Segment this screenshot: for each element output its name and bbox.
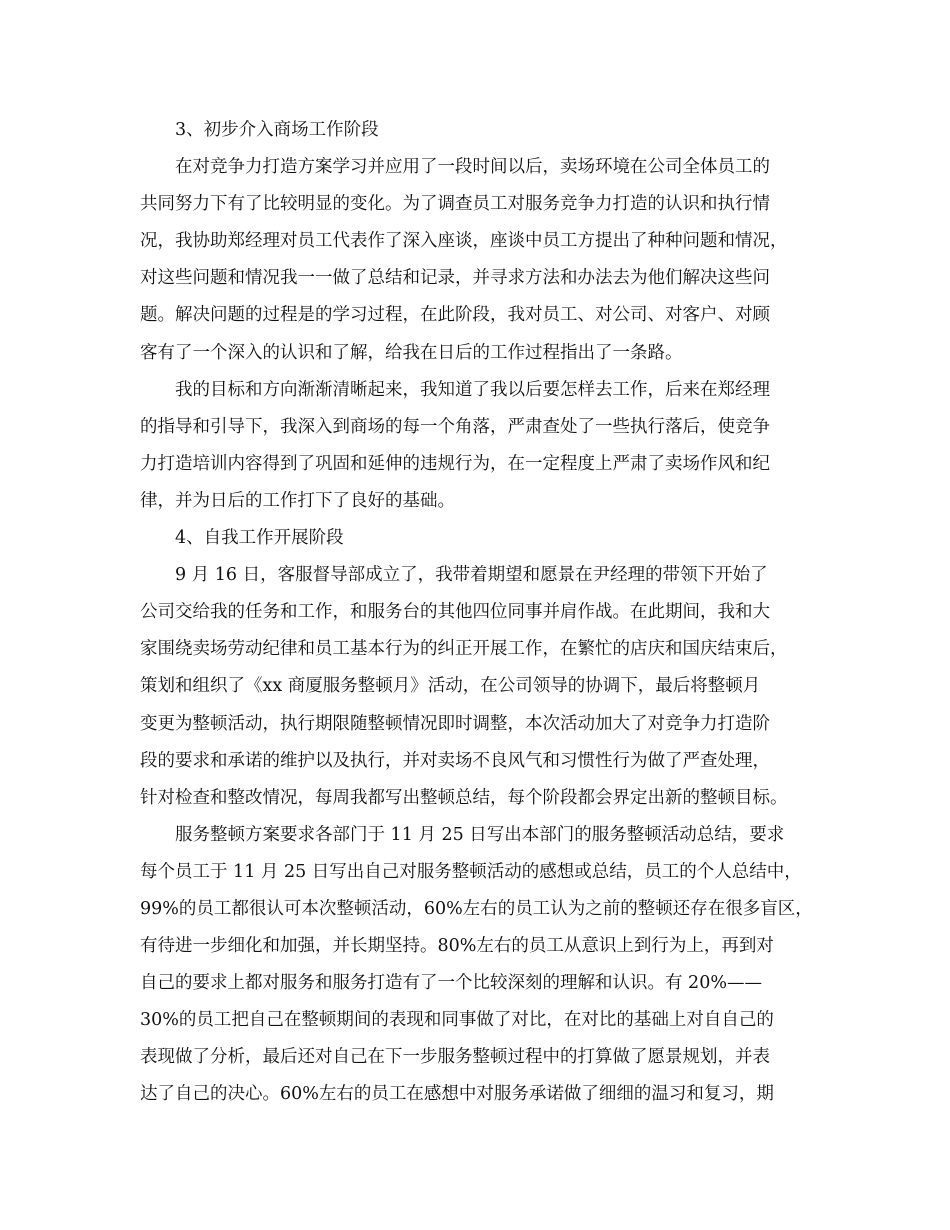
text-line: 我的目标和方向渐渐清晰起来，我知道了我以后要怎样去工作，后来在郑经理: [175, 379, 770, 400]
text-line: 共同努力下有了比较明显的变化。为了调查员工对服务竞争力打造的认识和执行情: [140, 194, 770, 215]
document-body: [140, 112, 820, 1114]
text-line: 力打造培训内容得到了巩固和延伸的违规行为，在一定程度上严肃了卖场作风和纪: [140, 453, 770, 474]
text-line: 况，我协助郑经理对员工代表作了深入座谈，座谈中员工方提出了种种问题和情况，: [140, 231, 788, 252]
text-line: 对这些问题和情况我一一做了总结和记录，并寻求方法和办法去为他们解决这些问: [140, 268, 770, 289]
text-line: 30%的员工把自己在整顿期间的表现和同事做了对比，在对比的基础上对自自己的: [140, 1010, 774, 1031]
text-line: 的指导和引导下，我深入到商场的每一个角落，严肃查处了一些执行落后，使竞争: [140, 416, 770, 437]
text-line: 客有了一个深入的认识和了解，给我在日后的工作过程指出了一条路。: [140, 342, 683, 363]
text-line: 公司交给我的任务和工作，和服务台的其他四位同事并肩作战。在此期间，我和大: [140, 602, 770, 623]
text-line: 律，并为日后的工作打下了良好的基础。: [140, 490, 455, 511]
text-line: 有待进一步细化和加强，并长期坚持。80%左右的员工从意识上到行为上，再到对: [140, 936, 774, 957]
text-line: 针对检查和整改情况，每周我都写出整顿总结，每个阶段都会界定出新的整顿目标。: [140, 787, 788, 808]
text-line: 表现做了分析，最后还对自己在下一步服务整顿过程中的打算做了愿景规划，并表: [140, 1047, 770, 1068]
text-line: 自己的要求上都对服务和服务打造有了一个比较深刻的理解和认识。有 20%——: [140, 973, 762, 994]
text-line: 段的要求和承诺的维护以及执行，并对卖场不良风气和习惯性行为做了严查处理，: [140, 750, 770, 771]
text-line: 达了自己的决心。60%左右的员工在感想中对服务承诺做了细细的温习和复习，期: [140, 1084, 774, 1105]
text-line: 服务整顿方案要求各部门于 11 月 25 日写出本部门的服务整顿活动总结，要求: [175, 824, 785, 845]
text-line: 变更为整顿活动，执行期限随整顿情况即时调整，本次活动加大了对竞争力打造阶: [140, 713, 770, 734]
text-line: 3、初步介入商场工作阶段: [175, 120, 379, 140]
text-line: 策划和组织了《xx 商厦服务整顿月》活动，在公司领导的协调下，最后将整顿月: [140, 676, 761, 697]
text-line: 在对竞争力打造方案学习并应用了一段时间以后，卖场环境在公司全体员工的: [175, 157, 770, 178]
text-line: 题。解决问题的过程是的学习过程，在此阶段，我对员工、对公司、对客户、对顾: [140, 305, 770, 326]
text-line: 每个员工于 11 月 25 日写出自己对服务整顿活动的感想或总结，员工的个人总结中，: [140, 861, 802, 882]
text-line: 99%的员工都很认可本次整顿活动，60%左右的员工认为之前的整顿还存在很多盲区，: [140, 898, 813, 919]
text-line: 9 月 16 日，客服督导部成立了，我带着期望和愿景在尹经理的带领下开始了: [175, 565, 768, 586]
text-line: 4、自我工作开展阶段: [175, 528, 344, 549]
text-line: 家围绕卖场劳动纪律和员工基本行为的纠正开展工作，在繁忙的店庆和国庆结束后，: [140, 639, 788, 660]
